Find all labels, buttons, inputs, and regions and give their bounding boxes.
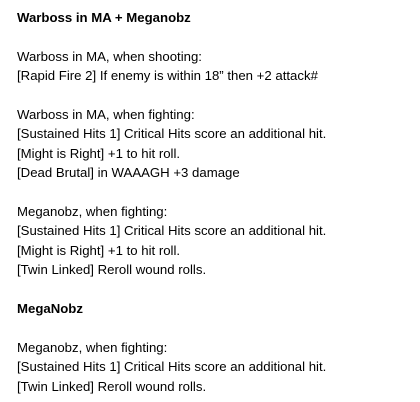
section-meganobz [17,299,413,396]
document-body [17,8,413,396]
ability-line: [Dead Brutal] in WAAAGH +3 damage [17,165,240,181]
ability-group-warboss-shooting [17,47,413,86]
spacer [17,318,413,337]
ability-line: [Might is Right] +1 to hit roll. [17,145,181,161]
spacer [17,183,413,202]
spacer [17,86,413,105]
ability-group-meganobz-fighting [17,338,413,396]
section-heading: MegaNobz [17,301,83,317]
group-title: Warboss in MA, when fighting: [17,107,195,122]
section-heading: Warboss in MA + Meganobz [17,10,191,25]
ability-line: [Rapid Fire 2] If enemy is within 18” then +2 attack# [17,68,318,84]
ability-line: [Sustained Hits 1] Critical Hits score an additional hit. [17,126,327,142]
group-title: Meganobz, when fighting: [17,204,168,220]
spacer [17,27,413,46]
spacer [17,280,413,299]
ability-line: [Sustained Hits 1] Critical Hits score an additional hit. [17,359,327,375]
ability-group-meganobz-fighting [17,202,413,280]
ability-line: [Might is Right] +1 to hit roll. [17,242,181,258]
group-title: Warboss in MA, when shooting: [17,48,202,64]
ability-line: [Twin Linked] Reroll wound rolls. [17,262,207,278]
ability-group-warboss-fighting [17,105,413,183]
section-warboss-meganobz [17,8,413,280]
ability-line: [Twin Linked] Reroll wound rolls. [17,378,207,394]
group-title: Meganobz, when fighting: [17,339,168,355]
ability-line: [Sustained Hits 1] Critical Hits score an additional hit. [17,223,327,239]
